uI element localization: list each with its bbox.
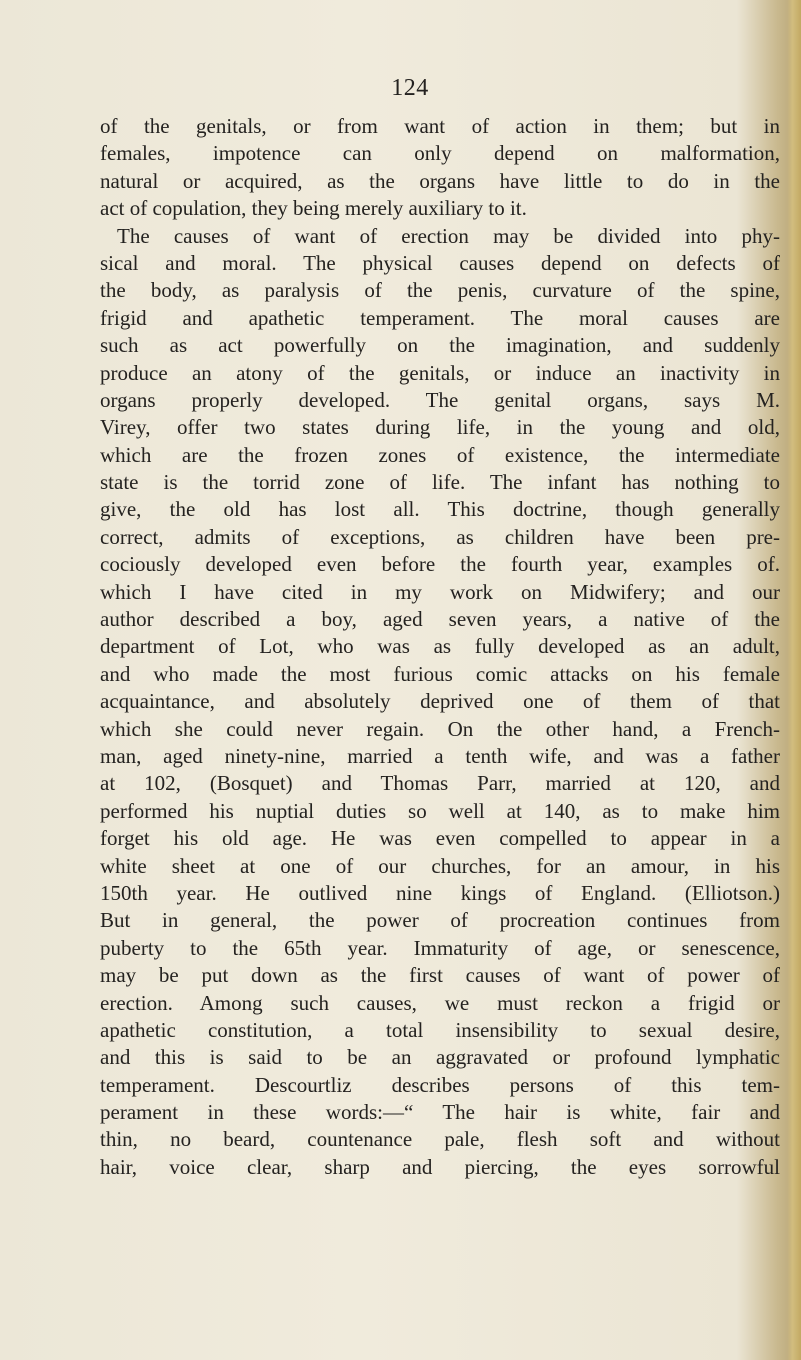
text-line: produce an atony of the genitals, or induce an inactivity in (100, 360, 780, 385)
text-line: state is the torrid zone of life. The infant has nothing to (100, 470, 780, 495)
text-line: 150th year. He outlived nine kings of England. (Elliotson.) (100, 880, 780, 905)
text-line: puberty to the 65th year. Immaturity of age, or senescence, (100, 935, 780, 960)
text-line: acquaintance, and absolutely deprived one of them of that (100, 689, 780, 714)
text-line: may be put down as the first causes of want of power of (100, 963, 780, 988)
text-line: such as act powerfully on the imagination, and suddenly (100, 333, 780, 358)
text-line: erection. Among such causes, we must reckon a frigid or (100, 990, 780, 1015)
text-line: temperament. Descourtliz describes persons of this tem- (100, 1072, 780, 1097)
text-line: of the genitals, or from want of action in them; but in (100, 114, 780, 138)
text-line: frigid and apathetic temperament. The moral causes are (100, 305, 780, 330)
text-line: give, the old has lost all. This doctrine, though generally (100, 497, 780, 522)
body-text (100, 113, 780, 1181)
page-number: 124 (391, 75, 429, 101)
text-line: which I have cited in my work on Midwifery; and our (100, 579, 780, 604)
text-line: cociously developed even before the fourth year, examples of. (100, 552, 780, 577)
text-line: performed his nuptial duties so well at 140, as to make him (100, 798, 780, 823)
text-line: forget his old age. He was even compelled to appear in a (100, 826, 780, 851)
text-line: perament in these words:—“ The hair is white, fair and (100, 1100, 780, 1125)
text-line: natural or acquired, as the organs have little to do in the (100, 168, 780, 193)
text-line: thin, no beard, countenance pale, flesh soft and without (100, 1127, 780, 1152)
text-line: author described a boy, aged seven years, a native of the (100, 607, 780, 632)
text-line: the body, as paralysis of the penis, curvature of the spine, (100, 278, 780, 303)
text-line: The causes of want of erection may be divided into phy- (117, 223, 780, 248)
text-line: which are the frozen zones of existence, the intermediate (100, 442, 780, 467)
text-line: and this is said to be an aggravated or profound lymphatic (100, 1045, 780, 1070)
text-line: correct, admits of exceptions, as children have been pre- (100, 524, 780, 549)
text-line: white sheet at one of our churches, for an amour, in his (100, 853, 780, 878)
text-line: at 102, (Bosquet) and Thomas Parr, married at 120, and (100, 771, 780, 796)
text-line: Virey, offer two states during life, in the young and old, (100, 415, 780, 440)
text-line: man, aged ninety-nine, married a tenth wife, and was a father (100, 743, 780, 768)
text-line: department of Lot, who was as fully developed as an adult, (100, 634, 780, 659)
page-edge (787, 0, 801, 1360)
text-line: sical and moral. The physical causes depend on defects of (100, 250, 780, 275)
text-line: which she could never regain. On the other hand, a French- (100, 716, 780, 741)
text-line: hair, voice clear, sharp and piercing, the eyes sorrowful (100, 1154, 780, 1179)
text-line: organs properly developed. The genital organs, says M. (100, 387, 780, 412)
text-line: apathetic constitution, a total insensibility to sexual desire, (100, 1017, 780, 1042)
text-line: females, impotence can only depend on malformation, (100, 141, 780, 166)
text-line: and who made the most furious comic attacks on his female (100, 661, 780, 686)
text-line: But in general, the power of procreation continues from (100, 908, 780, 933)
text-line: act of copulation, they being merely auxiliary to it. (100, 196, 527, 221)
